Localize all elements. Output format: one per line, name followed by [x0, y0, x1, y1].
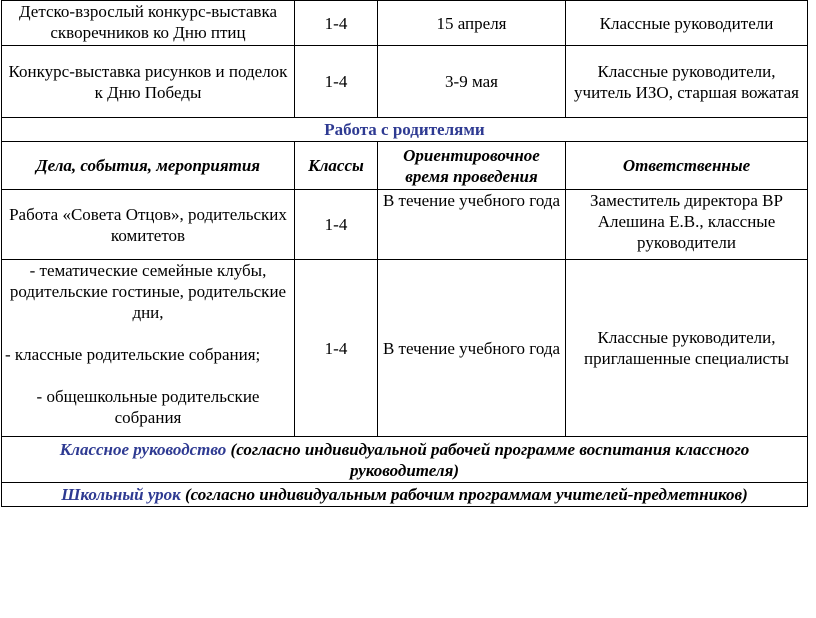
event-cell: Детско-взрослый конкурс-выставка скворечников ко Дню птиц [2, 1, 295, 46]
event-cell [2, 260, 295, 437]
section-row [2, 118, 808, 142]
footer-title: Школьный урок [61, 485, 181, 504]
event-line: - классные родительские собрания; [5, 345, 261, 364]
table-row [2, 46, 808, 118]
time-cell: В течение учебного года [378, 260, 566, 437]
time-cell: 3-9 мая [378, 46, 566, 118]
table-row [2, 260, 808, 437]
footer-row [2, 483, 808, 507]
event-line: - тематические семейные клубы, родительские гостиные, родительские дни, [9, 261, 287, 322]
section-title: Работа с родителями [2, 118, 808, 142]
footer-cell [2, 437, 808, 483]
responsible-cell: Классные руководители, приглашенные специалисты [566, 260, 808, 437]
classes-cell: 1-4 [295, 260, 378, 437]
time-cell: 15 апреля [378, 1, 566, 46]
footer-cell [2, 483, 808, 507]
header-responsible: Ответственные [566, 142, 808, 190]
table-row [2, 190, 808, 260]
responsible-cell: Классные руководители [566, 1, 808, 46]
classes-cell: 1-4 [295, 190, 378, 260]
classes-cell: 1-4 [295, 1, 378, 46]
event-cell: Конкурс-выставка рисунков и поделок к Дню Победы [2, 46, 295, 118]
footer-row [2, 437, 808, 483]
responsible-cell: Классные руководители, учитель ИЗО, старшая вожатая [566, 46, 808, 118]
responsible-cell: Заместитель директора ВР Алешина Е.В., классные руководители [566, 190, 808, 260]
plan-table [1, 0, 808, 507]
classes-cell: 1-4 [295, 46, 378, 118]
header-time: Ориентировочное время проведения [378, 142, 566, 190]
header-row [2, 142, 808, 190]
footer-note: (согласно индивидуальной рабочей программе воспитания классного руководителя) [226, 439, 750, 480]
footer-note: (согласно индивидуальным рабочим программам учителей-предметников) [180, 485, 748, 504]
footer-title: Классное руководство [59, 439, 227, 459]
table-row [2, 1, 808, 46]
header-event: Дела, события, мероприятия [2, 142, 295, 190]
event-line: - общешкольные родительские собрания [36, 387, 260, 427]
event-cell: Работа «Совета Отцов», родительских комитетов [2, 190, 295, 260]
time-cell: В течение учебного года [378, 190, 566, 260]
header-classes: Классы [295, 142, 378, 190]
